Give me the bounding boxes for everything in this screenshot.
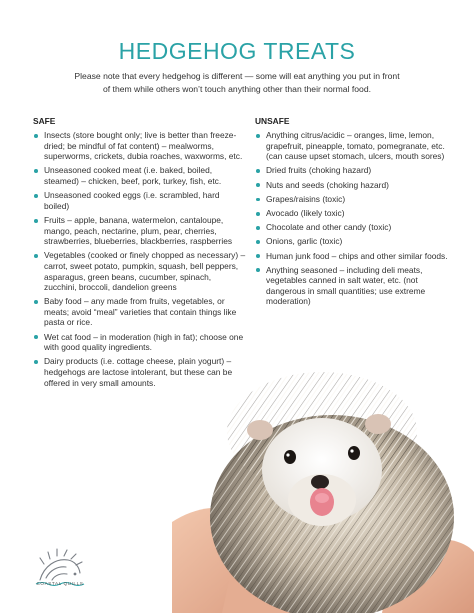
unsafe-item: Grapes/raisins (toxic) xyxy=(256,194,456,205)
safe-item: Fruits – apple, banana, watermelon, cantaloupe, mango, peach, nectarine, plum, pear, cherries, strawberries, blueberries, blackberries, raspberries xyxy=(34,215,246,247)
safe-item: Vegetables (cooked or finely chopped as necessary) – carrot, sweet potato, pumpkin, squash, bell peppers, asparagus, green beans, cucumber, spinach, zucchini, broccoli, dandelion greens xyxy=(34,250,246,292)
logo-text: COASTAL QUILLS xyxy=(36,581,84,586)
unsafe-item: Human junk food – chips and other similar foods. xyxy=(256,251,456,262)
nose-icon xyxy=(311,475,329,489)
safe-heading: SAFE xyxy=(33,116,56,126)
unsafe-item: Nuts and seeds (choking hazard) xyxy=(256,180,456,191)
unsafe-list xyxy=(256,130,456,311)
unsafe-item: Avocado (likely toxic) xyxy=(256,208,456,219)
page-title: HEDGEHOG TREATS xyxy=(118,38,356,64)
unsafe-heading: UNSAFE xyxy=(255,116,290,126)
safe-item: Unseasoned cooked meat (i.e. baked, boiled, steamed) – chicken, beef, pork, turkey, fish, etc. xyxy=(34,165,246,186)
safe-item: Wet cat food – in moderation (high in fat); choose one with good quality ingredients. xyxy=(34,332,246,353)
safe-item: Dairy products (i.e. cottage cheese, plain yogurt) – hedgehogs are lactose intolerant, but these can be offered in very small amounts. xyxy=(34,356,246,388)
safe-item: Baby food – any made from fruits, vegetables, or meats; avoid “meal” varieties that contain things like pasta or rice. xyxy=(34,296,246,328)
unsafe-item: Chocolate and other candy (toxic) xyxy=(256,222,456,233)
left-eye-icon xyxy=(284,450,296,464)
unsafe-item: Anything seasoned – including deli meats, vegetables canned in salt water, etc. (not dangerous in small quantities; use extreme moderation) xyxy=(256,265,456,307)
unsafe-item: Onions, garlic (toxic) xyxy=(256,236,456,247)
unsafe-item: Dried fruits (choking hazard) xyxy=(256,165,456,176)
safe-item: Insects (store bought only; live is better than freeze-dried; be mindful of fat content) – mealworms, superworms, crickets, dubia roaches, waxworms, etc. xyxy=(34,130,246,162)
hedgehog-photo xyxy=(172,352,474,613)
right-eye-icon xyxy=(348,446,360,460)
intro-paragraph: Please note that every hedgehog is different — some will eat anything you put in front of them while others won’t touch anything other than their normal food. xyxy=(74,71,400,94)
safe-item: Unseasoned cooked eggs (i.e. scrambled, hard boiled) xyxy=(34,190,246,211)
unsafe-item: Anything citrus/acidic – oranges, lime, lemon, grapefruit, pineapple, tomato, pomegranate, etc. (can cause upset stomach, ulcers, mouth sores) xyxy=(256,130,456,162)
